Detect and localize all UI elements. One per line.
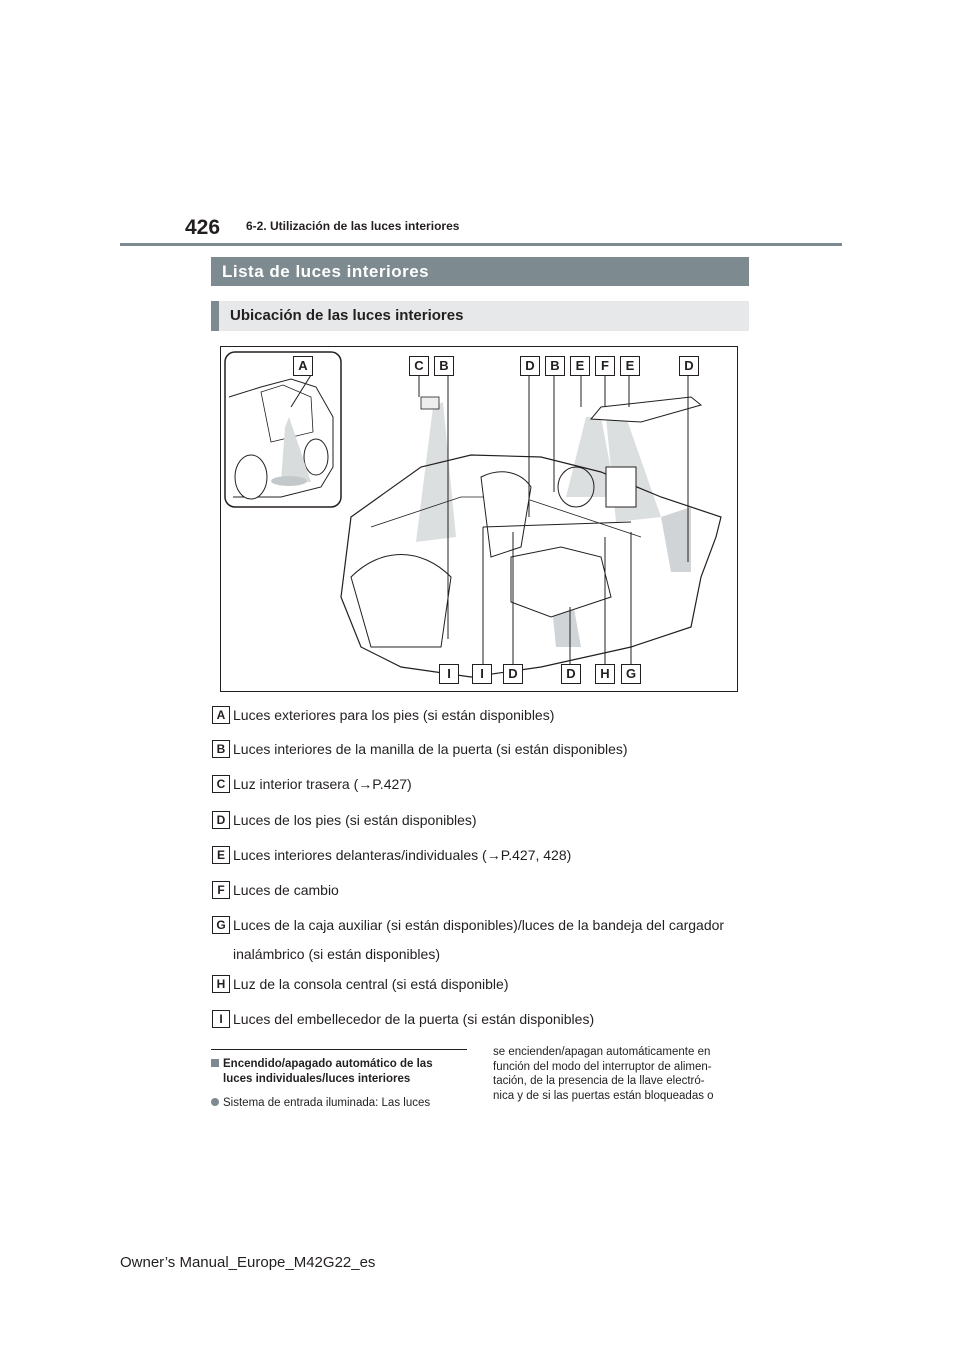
interior-lights-figure [220,346,738,692]
section-title [211,1057,473,1087]
callout-top: B [545,356,565,376]
callout-top: E [570,356,590,376]
callout-bottom: I [472,664,492,684]
legend-text: Luces interiores delanteras/individuales (→P.427, 428) [233,847,572,863]
callout-bottom: H [595,664,615,684]
callout-top: D [679,356,699,376]
legend-text: Luces de cambio [233,882,339,898]
legend-letter: C [212,775,230,793]
callout-top: F [595,356,615,376]
legend-text: Luz interior trasera (→P.427) [233,776,412,792]
callout-top: E [620,356,640,376]
legend-letter: E [212,846,230,864]
section-rule [211,1049,467,1050]
page-number: 426 [185,216,221,239]
bullet-item [211,1097,430,1109]
bullet-text: Sistema de entrada iluminada: Las luces [223,1097,431,1109]
legend-text: Luces de los pies (si están disponibles) [233,812,477,828]
right-column-text [493,1045,755,1103]
legend-letter: D [212,811,230,829]
car-interior-illustration [221,347,738,692]
legend-letter: F [212,881,230,899]
header-rule [120,243,842,246]
legend-letter: I [212,1010,230,1028]
section-title-line1: Encendido/apagado automático de las [223,1058,433,1070]
paragraph-line: función del modo del interruptor de alimen- [493,1060,712,1073]
subtitle: Ubicación de las luces interiores [230,307,464,324]
subtitle-bar [211,301,749,331]
legend-text-continuation: inalámbrico (si están disponibles) [233,946,440,962]
callout-bottom: D [503,664,523,684]
section-header: 6-2. Utilización de las luces interiores [246,219,460,233]
callout-top: D [520,356,540,376]
paragraph-line: se encienden/apagan automáticamente en [493,1046,711,1058]
callout-bottom: I [439,664,459,684]
legend-text: Luces exteriores para los pies (si están disponibles) [233,707,555,723]
legend-text: Luces de la caja auxiliar (si están disponibles)/luces de la bandeja del cargador [233,917,725,933]
page-title: Lista de luces interiores [222,262,430,281]
legend-letter: H [212,975,230,993]
square-bullet-icon [211,1059,219,1067]
legend-letter: A [212,706,230,724]
callout-bottom: G [621,664,641,684]
legend-text: Luces del embellecedor de la puerta (si están disponibles) [233,1011,595,1027]
footer-manual-id: Owner’s Manual_Europe_M42G22_es [120,1254,376,1271]
paragraph-line: tación, de la presencia de la llave electró- [493,1075,705,1087]
title-bar [211,257,749,286]
paragraph-line: nica y de si las puertas están bloqueadas o [493,1089,714,1102]
legend-text: Luces interiores de la manilla de la puerta (si están disponibles) [233,741,628,757]
callout-bottom: D [561,664,581,684]
legend-letter: B [212,740,230,758]
callout-top: B [434,356,454,376]
round-bullet-icon [211,1098,219,1106]
section-title-line2: luces individuales/luces interiores [223,1073,411,1085]
callout-top: C [409,356,429,376]
legend-letter: G [212,916,230,934]
legend-text: Luz de la consola central (si está disponible) [233,976,509,992]
callout-top: A [293,356,313,376]
